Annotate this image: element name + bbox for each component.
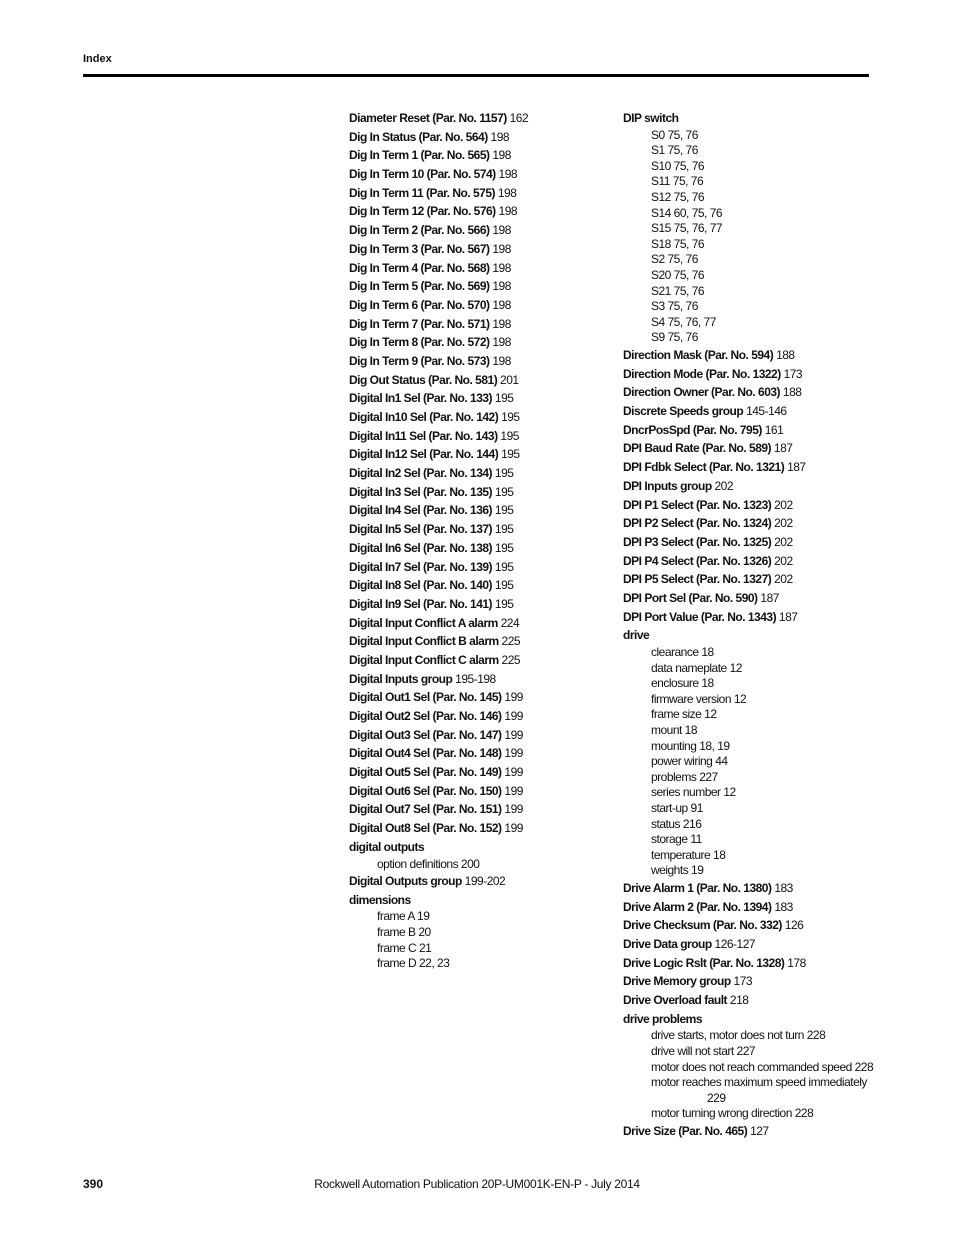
index-pages: 202	[774, 534, 793, 549]
index-term: DPI P4 Select (Par. No. 1326)	[623, 553, 772, 568]
index-subentry: frame D 22, 23	[377, 956, 450, 971]
index-pages: 202	[714, 478, 734, 493]
index-subentry: motor reaches maximum speed immediately	[651, 1075, 867, 1090]
index-entry	[349, 707, 611, 726]
index-term: drive	[623, 628, 650, 643]
index-term: Digital In1 Sel (Par. No. 133)	[349, 391, 493, 406]
index-pages: 195	[494, 466, 514, 481]
index-entry	[349, 464, 611, 483]
index-pages: 199	[504, 783, 523, 798]
index-term: Digital In5 Sel (Par. No. 137)	[349, 522, 493, 537]
index-entry	[349, 408, 611, 427]
index-subentry: S9 75, 76	[651, 330, 698, 345]
index-subentry: problems 227	[651, 769, 718, 784]
index-term: Digital Input Conflict B alarm	[349, 634, 499, 649]
index-pages: 198	[492, 260, 511, 275]
index-term: Drive Memory group	[623, 974, 731, 989]
index-term: DPI Port Sel (Par. No. 590)	[623, 590, 758, 605]
index-subentry: S20 75, 76	[651, 268, 705, 283]
page-number: 390	[83, 1177, 104, 1191]
index-entry	[623, 421, 869, 440]
index-pages: 199	[504, 821, 523, 836]
index-column-left	[349, 109, 611, 972]
index-term: Drive Overload fault	[623, 993, 728, 1008]
index-subentry-continuation: 229	[707, 1090, 726, 1105]
index-entry	[349, 165, 611, 184]
index-pages: 178	[787, 955, 806, 970]
index-term: Digital Out3 Sel (Par. No. 147)	[349, 727, 502, 742]
index-pages: 161	[764, 422, 784, 437]
index-subentry: S4 75, 76, 77	[651, 314, 716, 329]
index-entry	[623, 439, 869, 458]
index-pages: 187	[773, 441, 793, 456]
index-entry	[349, 128, 611, 147]
index-subentry: S12 75, 76	[651, 190, 705, 205]
index-entry	[349, 221, 611, 240]
index-pages: 198	[492, 316, 511, 331]
index-entry	[349, 109, 611, 128]
index-entry	[349, 333, 611, 352]
index-term: dimensions	[349, 892, 411, 907]
index-subentry: frame A 19	[377, 909, 430, 924]
index-term: DPI Fdbk Select (Par. No. 1321)	[623, 460, 785, 475]
index-entry	[349, 427, 611, 446]
index-term: Digital In10 Sel (Par. No. 142)	[349, 410, 499, 424]
index-term: Dig In Term 3 (Par. No. 567)	[349, 241, 490, 256]
index-pages: 127	[750, 1123, 769, 1138]
index-subentry: S1 75, 76	[651, 143, 698, 158]
index-entry	[349, 688, 611, 707]
index-pages: 224	[500, 615, 520, 630]
index-entry	[349, 838, 611, 857]
index-entry	[349, 296, 611, 315]
index-pages: 187	[778, 609, 798, 624]
index-entry	[623, 898, 869, 917]
index-entry	[623, 1010, 869, 1029]
index-term: Dig In Term 9 (Par. No. 573)	[349, 353, 490, 368]
index-entry	[349, 872, 611, 891]
index-term: Dig In Term 8 (Par. No. 572)	[349, 335, 490, 350]
running-header: Index	[83, 53, 112, 65]
index-term: Digital Out4 Sel (Par. No. 148)	[349, 746, 502, 761]
index-entry	[623, 626, 869, 645]
index-pages: 188	[782, 385, 802, 400]
index-subentry: S10 75, 76	[651, 158, 705, 173]
index-pages: 198	[498, 204, 518, 219]
index-term: DPI P5 Select (Par. No. 1327)	[623, 572, 772, 587]
index-subentry: power wiring 44	[651, 754, 728, 769]
index-term: DPI Baud Rate (Par. No. 589)	[623, 441, 772, 456]
index-term: Digital Out8 Sel (Par. No. 152)	[349, 821, 502, 836]
index-pages: 126	[784, 918, 804, 933]
index-subentry: clearance 18	[651, 645, 714, 659]
index-term: DPI P1 Select (Par. No. 1323)	[623, 497, 772, 512]
index-term: Drive Alarm 2 (Par. No. 1394)	[623, 899, 772, 914]
index-pages: 195	[494, 522, 514, 537]
index-entry	[623, 109, 869, 128]
index-entry	[623, 477, 869, 496]
index-term: Digital In7 Sel (Par. No. 139)	[349, 559, 493, 574]
publication-info: Rockwell Automation Publication 20P-UM001K-EN-P - July 2014	[314, 1177, 640, 1191]
index-subentry: storage 11	[651, 832, 702, 847]
index-pages: 198	[492, 353, 511, 368]
index-entry	[623, 514, 869, 533]
index-term: Digital In6 Sel (Par. No. 138)	[349, 540, 493, 555]
index-pages: 199	[504, 746, 523, 761]
index-subentry: status 216	[651, 816, 702, 831]
index-pages: 195	[494, 596, 514, 611]
index-entry	[349, 371, 611, 390]
index-pages: 202	[774, 497, 793, 512]
index-subentry: frame B 20	[377, 925, 431, 940]
index-entry	[349, 595, 611, 614]
index-entry	[349, 539, 611, 558]
index-term: Diameter Reset (Par. No. 1157)	[349, 111, 507, 125]
index-entry	[349, 800, 611, 819]
index-term: Digital In8 Sel (Par. No. 140)	[349, 578, 493, 593]
index-pages: 195	[501, 447, 520, 462]
index-entry	[623, 1122, 869, 1141]
index-subentry: enclosure 18	[651, 676, 714, 691]
index-entry	[349, 726, 611, 745]
index-term: Digital In9 Sel (Par. No. 141)	[349, 596, 493, 611]
index-pages: 202	[774, 516, 793, 531]
index-subentry: firmware version 12	[651, 691, 747, 706]
index-pages: 199	[504, 802, 523, 817]
index-term: Digital In2 Sel (Par. No. 134)	[349, 466, 493, 481]
index-subentry: option definitions 200	[377, 856, 480, 871]
index-pages: 195	[494, 559, 514, 574]
index-term: Digital In3 Sel (Par. No. 135)	[349, 484, 493, 499]
index-entry	[349, 184, 611, 203]
index-term: Discrete Speeds group	[623, 404, 744, 419]
index-subentry: S15 75, 76, 77	[651, 221, 723, 236]
index-entry	[623, 570, 869, 589]
index-entry	[349, 259, 611, 278]
index-pages: 199	[504, 727, 523, 742]
index-entry	[349, 277, 611, 296]
index-subentry: frame size 12	[651, 707, 717, 722]
index-term: Digital Out5 Sel (Par. No. 149)	[349, 765, 502, 780]
index-pages: 198	[492, 279, 511, 294]
index-entry	[623, 608, 869, 627]
index-subentry: S18 75, 76	[651, 236, 705, 251]
index-subentry: S2 75, 76	[651, 252, 698, 267]
index-term: Dig In Term 4 (Par. No. 568)	[349, 260, 490, 275]
index-entry	[623, 991, 869, 1010]
index-subentry: frame C 21	[377, 940, 432, 955]
index-entry	[349, 483, 611, 502]
index-pages: 183	[774, 880, 793, 895]
index-term: Drive Alarm 1 (Par. No. 1380)	[623, 880, 772, 895]
index-term: Digital In4 Sel (Par. No. 136)	[349, 503, 493, 518]
index-term: Direction Mask (Par. No. 594)	[623, 348, 774, 362]
index-term: Digital Out6 Sel (Par. No. 150)	[349, 783, 502, 798]
index-term: DPI Port Value (Par. No. 1343)	[623, 609, 777, 624]
index-term: Digital Outputs group	[349, 874, 462, 889]
index-pages: 173	[733, 974, 753, 989]
index-entry	[349, 389, 611, 408]
index-subentry: mounting 18, 19	[651, 738, 730, 753]
index-subentry: series number 12	[651, 785, 736, 800]
index-term: Dig In Status (Par. No. 564)	[349, 129, 488, 144]
index-pages: 195	[494, 391, 514, 406]
index-pages: 198	[498, 167, 518, 182]
index-entry	[349, 744, 611, 763]
index-term: Dig In Term 12 (Par. No. 576)	[349, 204, 496, 219]
index-entry	[349, 240, 611, 259]
index-entry	[623, 589, 869, 608]
index-term: Digital Inputs group	[349, 671, 453, 686]
index-pages: 218	[729, 993, 749, 1008]
index-entry	[349, 146, 611, 165]
index-pages: 183	[774, 899, 793, 914]
index-entry	[349, 819, 611, 838]
index-subentry: motor turning wrong direction 228	[651, 1106, 814, 1121]
index-term: digital outputs	[349, 839, 425, 854]
index-pages: 162	[509, 111, 529, 125]
index-pages: 198	[492, 335, 511, 350]
index-entry	[623, 954, 869, 973]
index-entry	[349, 558, 611, 577]
index-pages: 198	[497, 185, 517, 200]
index-term: DncrPosSpd (Par. No. 795)	[623, 422, 762, 437]
index-entry	[349, 315, 611, 334]
index-term: Dig In Term 11 (Par. No. 575)	[349, 185, 495, 200]
index-entry	[349, 445, 611, 464]
index-subentry: temperature 18	[651, 847, 726, 862]
index-entry	[349, 352, 611, 371]
index-term: Digital Out7 Sel (Par. No. 151)	[349, 802, 502, 817]
index-subentry: S14 60, 75, 76	[651, 205, 723, 220]
index-pages: 198	[492, 223, 511, 238]
index-term: Direction Mode (Par. No. 1322)	[623, 366, 781, 381]
index-term: Digital Out2 Sel (Par. No. 146)	[349, 709, 502, 723]
index-term: Dig In Term 10 (Par. No. 574)	[349, 167, 496, 182]
index-entry	[349, 520, 611, 539]
index-subentry: mount 18	[651, 722, 698, 737]
index-entry	[349, 632, 611, 651]
index-term: Drive Data group	[623, 936, 712, 951]
index-entry	[349, 763, 611, 782]
index-entry	[623, 879, 869, 898]
index-entry	[623, 496, 869, 515]
index-term: Direction Owner (Par. No. 603)	[623, 385, 781, 400]
index-term: DPI P2 Select (Par. No. 1324)	[623, 516, 772, 531]
index-pages: 195	[501, 410, 520, 424]
index-subentry: data nameplate 12	[651, 660, 742, 675]
index-entry	[623, 552, 869, 571]
index-entry	[349, 614, 611, 633]
index-pages: 187	[787, 460, 806, 475]
index-subentry: S21 75, 76	[651, 283, 705, 298]
index-term: Dig In Term 2 (Par. No. 566)	[349, 223, 490, 238]
index-entry	[349, 576, 611, 595]
index-pages: 198	[492, 297, 511, 312]
index-pages: 195	[500, 428, 519, 443]
index-pages: 199	[504, 765, 523, 780]
index-term: Dig In Term 5 (Par. No. 569)	[349, 279, 490, 294]
index-pages: 225	[501, 652, 521, 667]
index-subentry: S0 75, 76	[651, 127, 698, 142]
index-term: Drive Size (Par. No. 465)	[623, 1123, 748, 1138]
index-pages: 198	[490, 129, 510, 144]
index-subentry: S3 75, 76	[651, 299, 698, 314]
index-subentry: weights 19	[651, 863, 704, 878]
index-pages: 195-198	[455, 671, 496, 686]
index-entry	[349, 782, 611, 801]
index-term: Dig In Term 1 (Par. No. 565)	[349, 148, 490, 163]
index-term: DPI P3 Select (Par. No. 1325)	[623, 534, 772, 549]
index-pages: 202	[774, 572, 793, 587]
index-column-right	[623, 109, 874, 1141]
index-pages: 173	[783, 366, 803, 381]
index-term: Dig In Term 7 (Par. No. 571)	[349, 316, 490, 331]
index-subentry: drive will not start 227	[651, 1044, 756, 1058]
index-subentry: S11 75, 76	[651, 174, 704, 189]
index-term: Digital Input Conflict C alarm	[349, 652, 499, 667]
index-entry	[623, 458, 869, 477]
index-pages: 202	[774, 553, 793, 568]
index-pages: 198	[492, 241, 511, 256]
index-subentry: start-up 91	[651, 800, 703, 815]
index-term: drive problems	[623, 1011, 703, 1026]
index-entry	[623, 935, 869, 954]
index-subentry: motor does not reach commanded speed 228	[651, 1059, 874, 1074]
index-entry	[623, 533, 869, 552]
index-term: Digital Input Conflict A alarm	[349, 615, 498, 630]
index-pages: 199-202	[464, 874, 506, 889]
index-pages: 201	[500, 372, 519, 387]
index-entry	[349, 501, 611, 520]
index-entry	[623, 972, 869, 991]
index-term: DPI Inputs group	[623, 478, 712, 493]
index-pages: 225	[501, 634, 521, 649]
index-pages: 188	[776, 348, 795, 362]
index-term: Digital In12 Sel (Par. No. 144)	[349, 447, 499, 462]
index-term: DIP switch	[623, 111, 679, 125]
index-pages: 199	[504, 690, 523, 705]
index-entry	[349, 202, 611, 221]
index-subentry: drive starts, motor does not turn 228	[651, 1028, 826, 1043]
index-pages: 195	[494, 578, 514, 593]
index-pages: 187	[760, 590, 779, 605]
index-term: Dig In Term 6 (Par. No. 570)	[349, 297, 490, 312]
index-entry	[349, 651, 611, 670]
index-pages: 198	[492, 148, 511, 163]
index-entry	[623, 365, 869, 384]
index-entry	[349, 891, 611, 910]
index-term: Drive Logic Rslt (Par. No. 1328)	[623, 955, 785, 970]
index-entry	[349, 670, 611, 689]
index-term: Digital Out1 Sel (Par. No. 145)	[349, 690, 502, 705]
index-pages: 199	[504, 709, 523, 723]
index-entry	[623, 916, 869, 935]
index-entry	[623, 346, 869, 365]
index-pages: 145-146	[746, 404, 787, 419]
index-pages: 195	[494, 484, 514, 499]
index-term: Dig Out Status (Par. No. 581)	[349, 372, 498, 387]
index-term: Digital In11 Sel (Par. No. 143)	[349, 428, 498, 443]
index-pages: 126-127	[714, 936, 756, 951]
index-entry	[623, 383, 869, 402]
index-pages: 195	[494, 540, 514, 555]
index-entry	[623, 402, 869, 421]
header-rule	[83, 74, 869, 77]
index-pages: 195	[494, 503, 514, 518]
index-term: Drive Checksum (Par. No. 332)	[623, 918, 782, 933]
